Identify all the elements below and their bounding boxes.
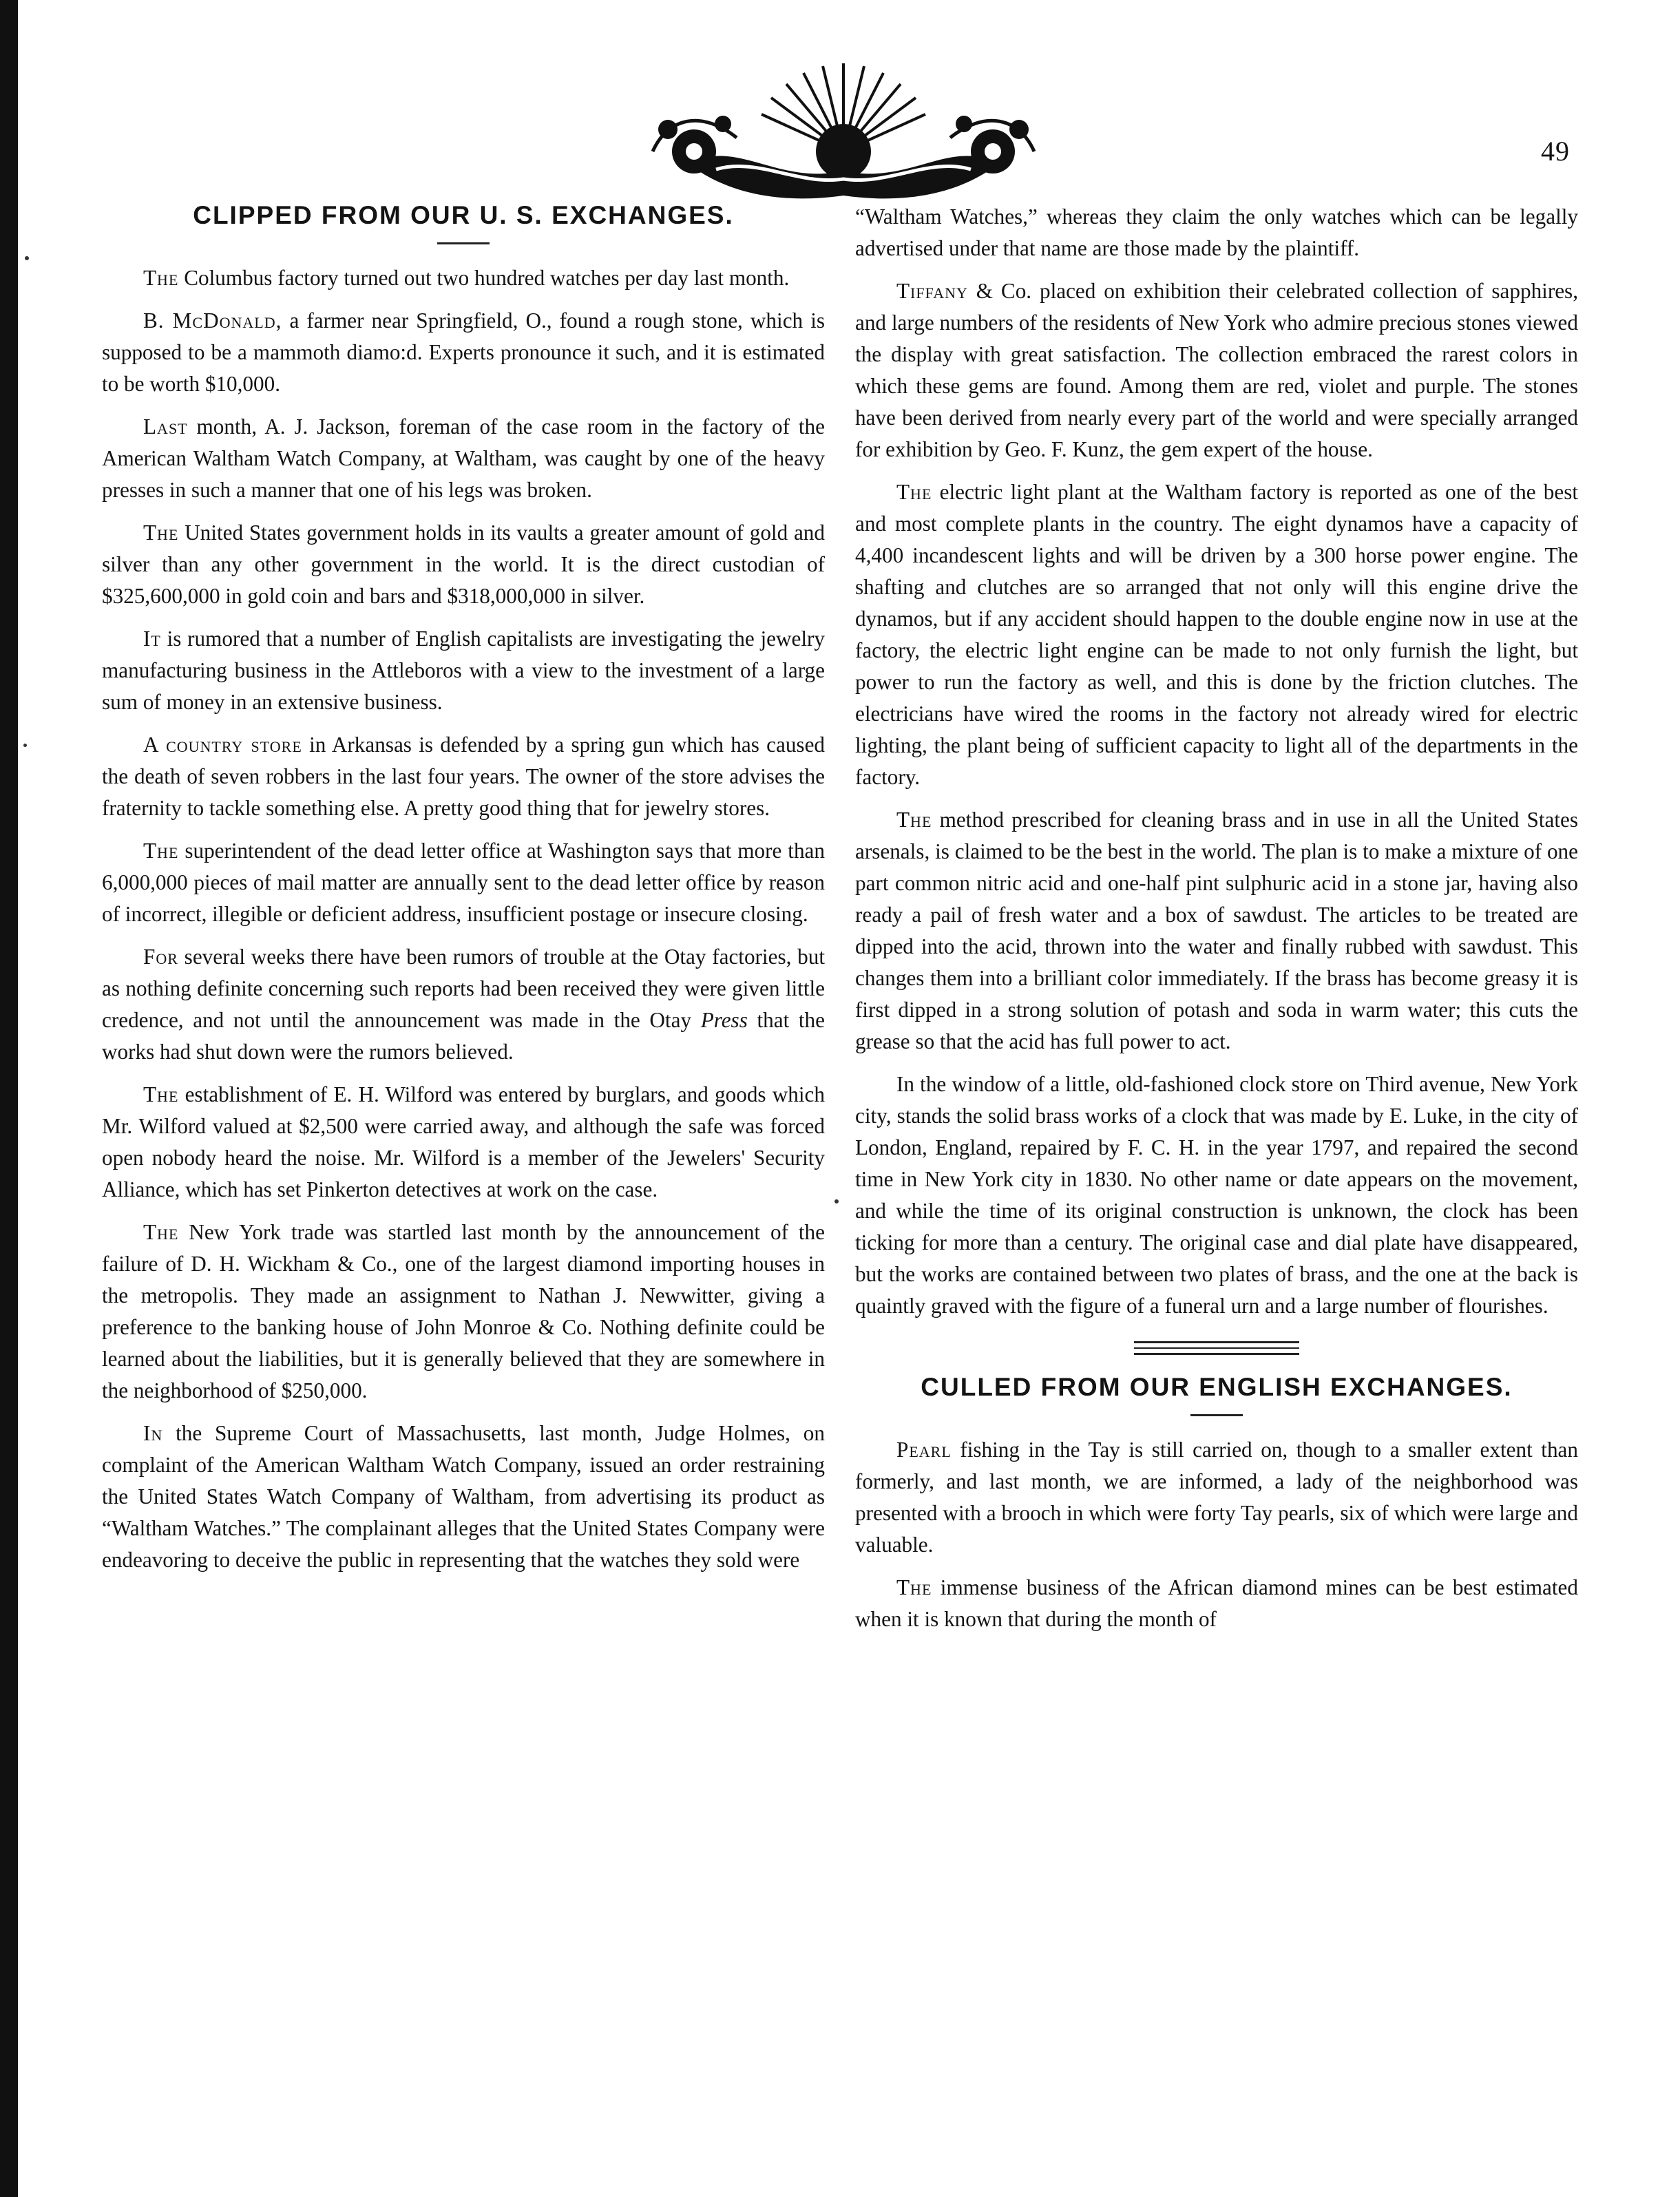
heading-rule xyxy=(437,242,490,244)
continued-item: “Waltham Watches,” whereas they claim the only watches which can be legally advertised under that name are those made by the plaintiff. xyxy=(855,204,1578,260)
news-item: The superintendent of the dead letter office at Washington says that more than 6,000,000 pieces of mail matter are annually sent to the dead letter office by reason of incorrect, illegible or deficient address, insufficient postage or insecure closing. xyxy=(102,839,825,926)
news-item: In the window of a little, old-fashioned clock store on Third avenue, New York city, stands the solid brass works of a clock that was made by E. Luke, in the city of London, England, repaired by F. C. H. in the year 1797, and repaired the second time in New York city in 1830. No other name or date appears on the movement, and while the time of its original construction is unknown, the clock has been ticking for more than a century. The original case and dial plate have disappeared, but the works are contained between two plates of brass, and the one at the back is quaintly graved with the figure of a funeral urn and a large number of flourishes. xyxy=(855,1072,1578,1318)
right-column xyxy=(855,201,1578,1646)
news-item: Tiffany & Co. placed on exhibition their celebrated collection of sapphires, and large numbers of the residents of New York who admire precious stones viewed the display with great satisfaction. The collection embraced the rarest colors in which these gems are found. Among them are red, violet and purple. The stones have been derived from nearly every part of the world and were specially arranged for exhibition by Geo. F. Kunz, the gem expert of the house. xyxy=(855,279,1578,461)
news-item: The establishment of E. H. Wilford was entered by burglars, and goods which Mr. Wilford valued at $2,500 were carried away, and although the safe was forced open nobody heard the noise. Mr. Wilford is a member of the Jewelers' Security Alliance, which has set Pinkerton detectives at work on the case. xyxy=(102,1082,825,1201)
scan-speck xyxy=(834,1199,839,1203)
news-item: Last month, A. J. Jackson, foreman of the case room in the factory of the American Waltham Watch Company, at Waltham, was caught by one of the heavy presses in such a manner that one of his legs was broken. xyxy=(102,414,825,502)
section-heading-us-exchanges: CLIPPED FROM OUR U. S. EXCHANGES. xyxy=(193,201,734,229)
news-item: B. McDonald, a farmer near Springfield, O., found a rough stone, which is supposed to be a mammoth diamo:d. Experts pronounce it such, and it is estimated to be worth $10,000. xyxy=(102,308,825,396)
news-item: For several weeks there have been rumors of trouble at the Otay factories, but as nothing definite concerning such reports had been received they were given little credence, and not until the announcement was made in the Otay Press that the works had shut down were the rumors believed. xyxy=(102,945,825,1064)
masthead-emblem xyxy=(640,48,1047,213)
news-item: The Columbus factory turned out two hundred watches per day last month. xyxy=(143,266,790,290)
news-item: It is rumored that a number of English capitalists are investigating the jewelry manufacturing business in the Attleboros with a view to the investment of a large sum of money in an extensive business. xyxy=(102,627,825,714)
heading-rule xyxy=(1190,1414,1243,1416)
news-item: The immense business of the African diamond mines can be best estimated when it is known that during the month of xyxy=(855,1575,1578,1631)
binding-edge xyxy=(0,0,18,2197)
section-heading-english-exchanges: CULLED FROM OUR ENGLISH EXCHANGES. xyxy=(921,1373,1513,1401)
news-item: The United States government holds in its vaults a greater amount of gold and silver than any other government in the world. It is the direct custodian of $325,600,000 in gold coin and bars and $318,000,000 in silver. xyxy=(102,521,825,608)
news-item: Pearl fishing in the Tay is still carried on, though to a smaller extent than formerly, and last month, we are informed, a lady of the neighborhood was presented with a brooch in which were forty Tay pearls, six of which were large and valuable. xyxy=(855,1438,1578,1557)
news-item: In the Supreme Court of Massachusetts, last month, Judge Holmes, on complaint of the American Waltham Watch Company, issued an order restraining the United States Watch Company of Waltham, from advertising its product as “Waltham Watches.” The complainant alleges that the United States Company were endeavoring to deceive the public in representing that the watches they sold were xyxy=(102,1421,825,1572)
scan-speck xyxy=(23,744,27,747)
scan-speck xyxy=(25,256,29,260)
section-divider xyxy=(1134,1341,1299,1355)
news-item: The electric light plant at the Waltham factory is reported as one of the best and most complete plants in the country. The eight dynamos have a capacity of 4,400 incandescent lights and will be driven by a 300 horse power engine. The shafting and clutches are so arranged that not only will this engine drive the dynamos, but if any accident should happen to the double engine now in use at the factory, the electric light engine can be made to not only furnish the light, but power to run the factory as well, and this is done by the friction clutches. The electricians have wired the rooms in the factory not already wired for electric lighting, the plant being of sufficient capacity to light all of the departments in the factory. xyxy=(855,480,1578,789)
news-item: The New York trade was startled last month by the announcement of the failure of D. H. Wickham & Co., one of the largest diamond importing houses in the metropolis. They made an assignment to Nathan J. Newwitter, giving a preference to the banking house of John Monroe & Co. Nothing definite could be learned about the liabilities, but it is generally believed that they are somewhere in the neighborhood of $250,000. xyxy=(102,1220,825,1402)
left-column xyxy=(102,201,825,1587)
news-item: The method prescribed for cleaning brass and in use in all the United States arsenals, is claimed to be the best in the world. The plan is to make a mixture of one part common nitric acid and one-half pint sulphuric acid in a stone jar, having also ready a pail of fresh water and a box of sawdust. The articles to be treated are dipped into the acid, thrown into the water and finally rubbed with sawdust. This changes them into a brilliant color immediately. If the brass has become greasy it is first dipped in a strong solution of potash and soda in warm water; this cuts the grease so that the acid has full power to act. xyxy=(855,808,1578,1053)
page-number: 49 xyxy=(1541,136,1570,167)
news-item: A country store in Arkansas is defended by a spring gun which has caused the death of seven robbers in the last four years. The owner of the store advises the fraternity to tackle something else. A pretty good thing that for jewelry stores. xyxy=(102,733,826,820)
